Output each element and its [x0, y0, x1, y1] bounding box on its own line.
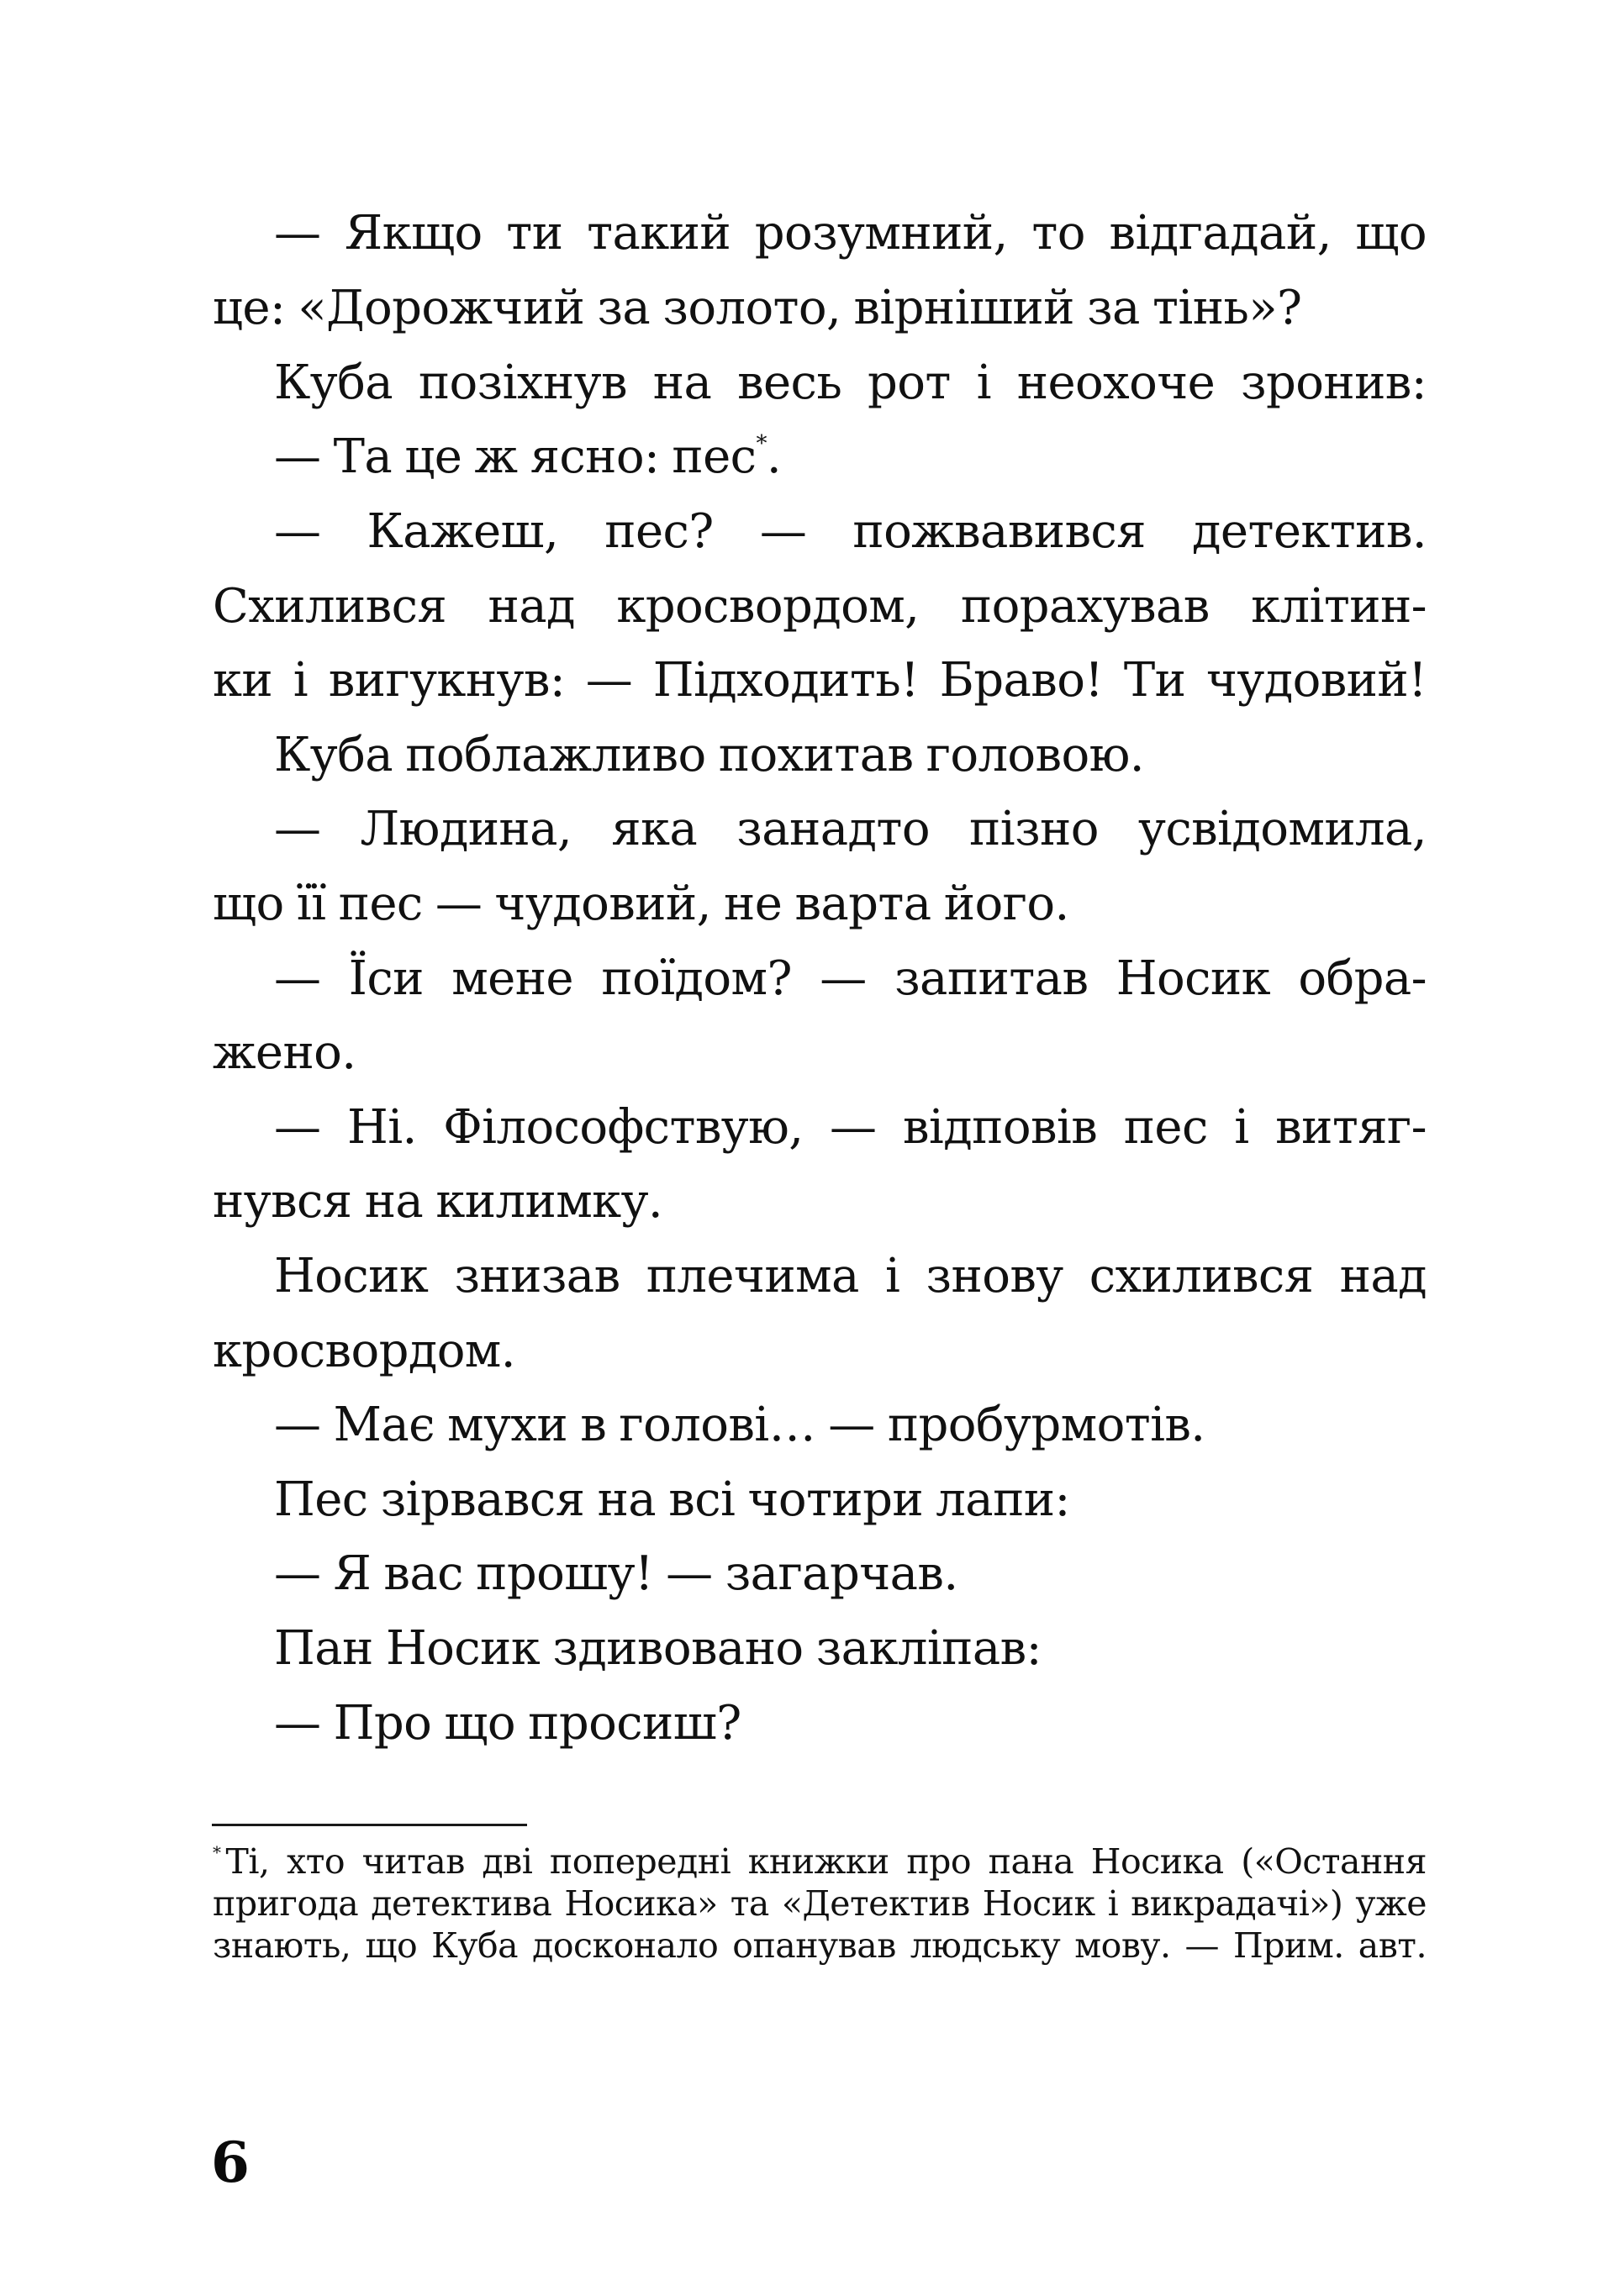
footnote-line [213, 1840, 1427, 1883]
text-line [274, 1091, 1427, 1165]
footnote-separator-rule [212, 1824, 527, 1826]
text-line [274, 1687, 1427, 1761]
page-number: 6 [211, 2130, 250, 2195]
line-text: ки і вигукнув: — Підходить! Браво! Ти чудовий! [213, 653, 1427, 708]
footnote-line [213, 1925, 1427, 1967]
footnote-reference-mark[interactable]: * [756, 431, 767, 456]
line-text: — Людина, яка занадто пізно усвідомила, [274, 802, 1427, 856]
line-text: Пан Носик здивовано закліпав: [274, 1621, 1042, 1676]
text-line [213, 867, 1427, 941]
line-text: — Я вас прошу! — загарчав. [274, 1546, 958, 1601]
line-text: це: «Дорожчий за золото, вірніший за тінь»? [213, 281, 1302, 335]
line-text: Носик знизав плечима і знову схилився над [274, 1249, 1427, 1303]
line-text: Куба поблажливо похитав головою. [274, 728, 1144, 782]
text-line [274, 346, 1427, 420]
line-text: Схилився над кросвордом, порахував клітин- [213, 579, 1427, 634]
text-line [274, 1537, 1427, 1611]
text-line [274, 197, 1427, 271]
text-line [274, 1612, 1427, 1686]
text-line [213, 1314, 1427, 1388]
line-text: — Якщо ти такий розумний, то відгадай, що [274, 206, 1427, 261]
line-text: — Про що просиш? [274, 1696, 741, 1751]
text-line [213, 271, 1427, 345]
text-line [213, 1165, 1427, 1239]
line-text: — Ні. Філософствую, — відповів пес і витяг- [274, 1100, 1427, 1155]
footnote-line [213, 1883, 1427, 1925]
text-line [274, 1388, 1427, 1462]
line-text: — Та це ж ясно: пес [274, 429, 757, 484]
text-line [274, 942, 1427, 1016]
footnote-text: пригода детектива Носика» та «Детектив Носик і викрадачі») уже [213, 1883, 1427, 1924]
line-text-tail: . [766, 429, 782, 484]
text-line [274, 495, 1427, 569]
text-line [274, 420, 1427, 494]
line-text: — Їси мене поїдом? — запитав Носик обра- [274, 951, 1427, 1006]
footnote-text: Ті, хто читав дві попередні книжки про пана Носика («Остання [225, 1841, 1427, 1882]
text-line [274, 719, 1427, 793]
text-line [274, 1240, 1427, 1314]
line-text: — Кажеш, пес? — пожвавився детектив. [274, 504, 1427, 559]
text-line [213, 1016, 1427, 1090]
text-line [274, 1463, 1427, 1537]
line-text: кросвордом. [213, 1324, 515, 1378]
line-text: нувся на килимку. [213, 1174, 663, 1229]
line-text: Пес зірвався на всі чотири лапи: [274, 1472, 1070, 1527]
line-text: Куба позіхнув на весь рот і неохоче зронив: [274, 355, 1427, 410]
footnote-text: знають, що Куба досконало опанував людську мову. — Прим. авт. [213, 1925, 1427, 1966]
text-line [274, 793, 1427, 866]
text-line [213, 570, 1427, 644]
footnote-marker: * [213, 1842, 221, 1862]
line-text: — Має мухи в голові… — пробурмотів. [274, 1398, 1205, 1452]
text-line [213, 644, 1427, 718]
line-text: жено. [213, 1025, 356, 1080]
line-text: що її пес — чудовий, не варта його. [213, 877, 1069, 931]
